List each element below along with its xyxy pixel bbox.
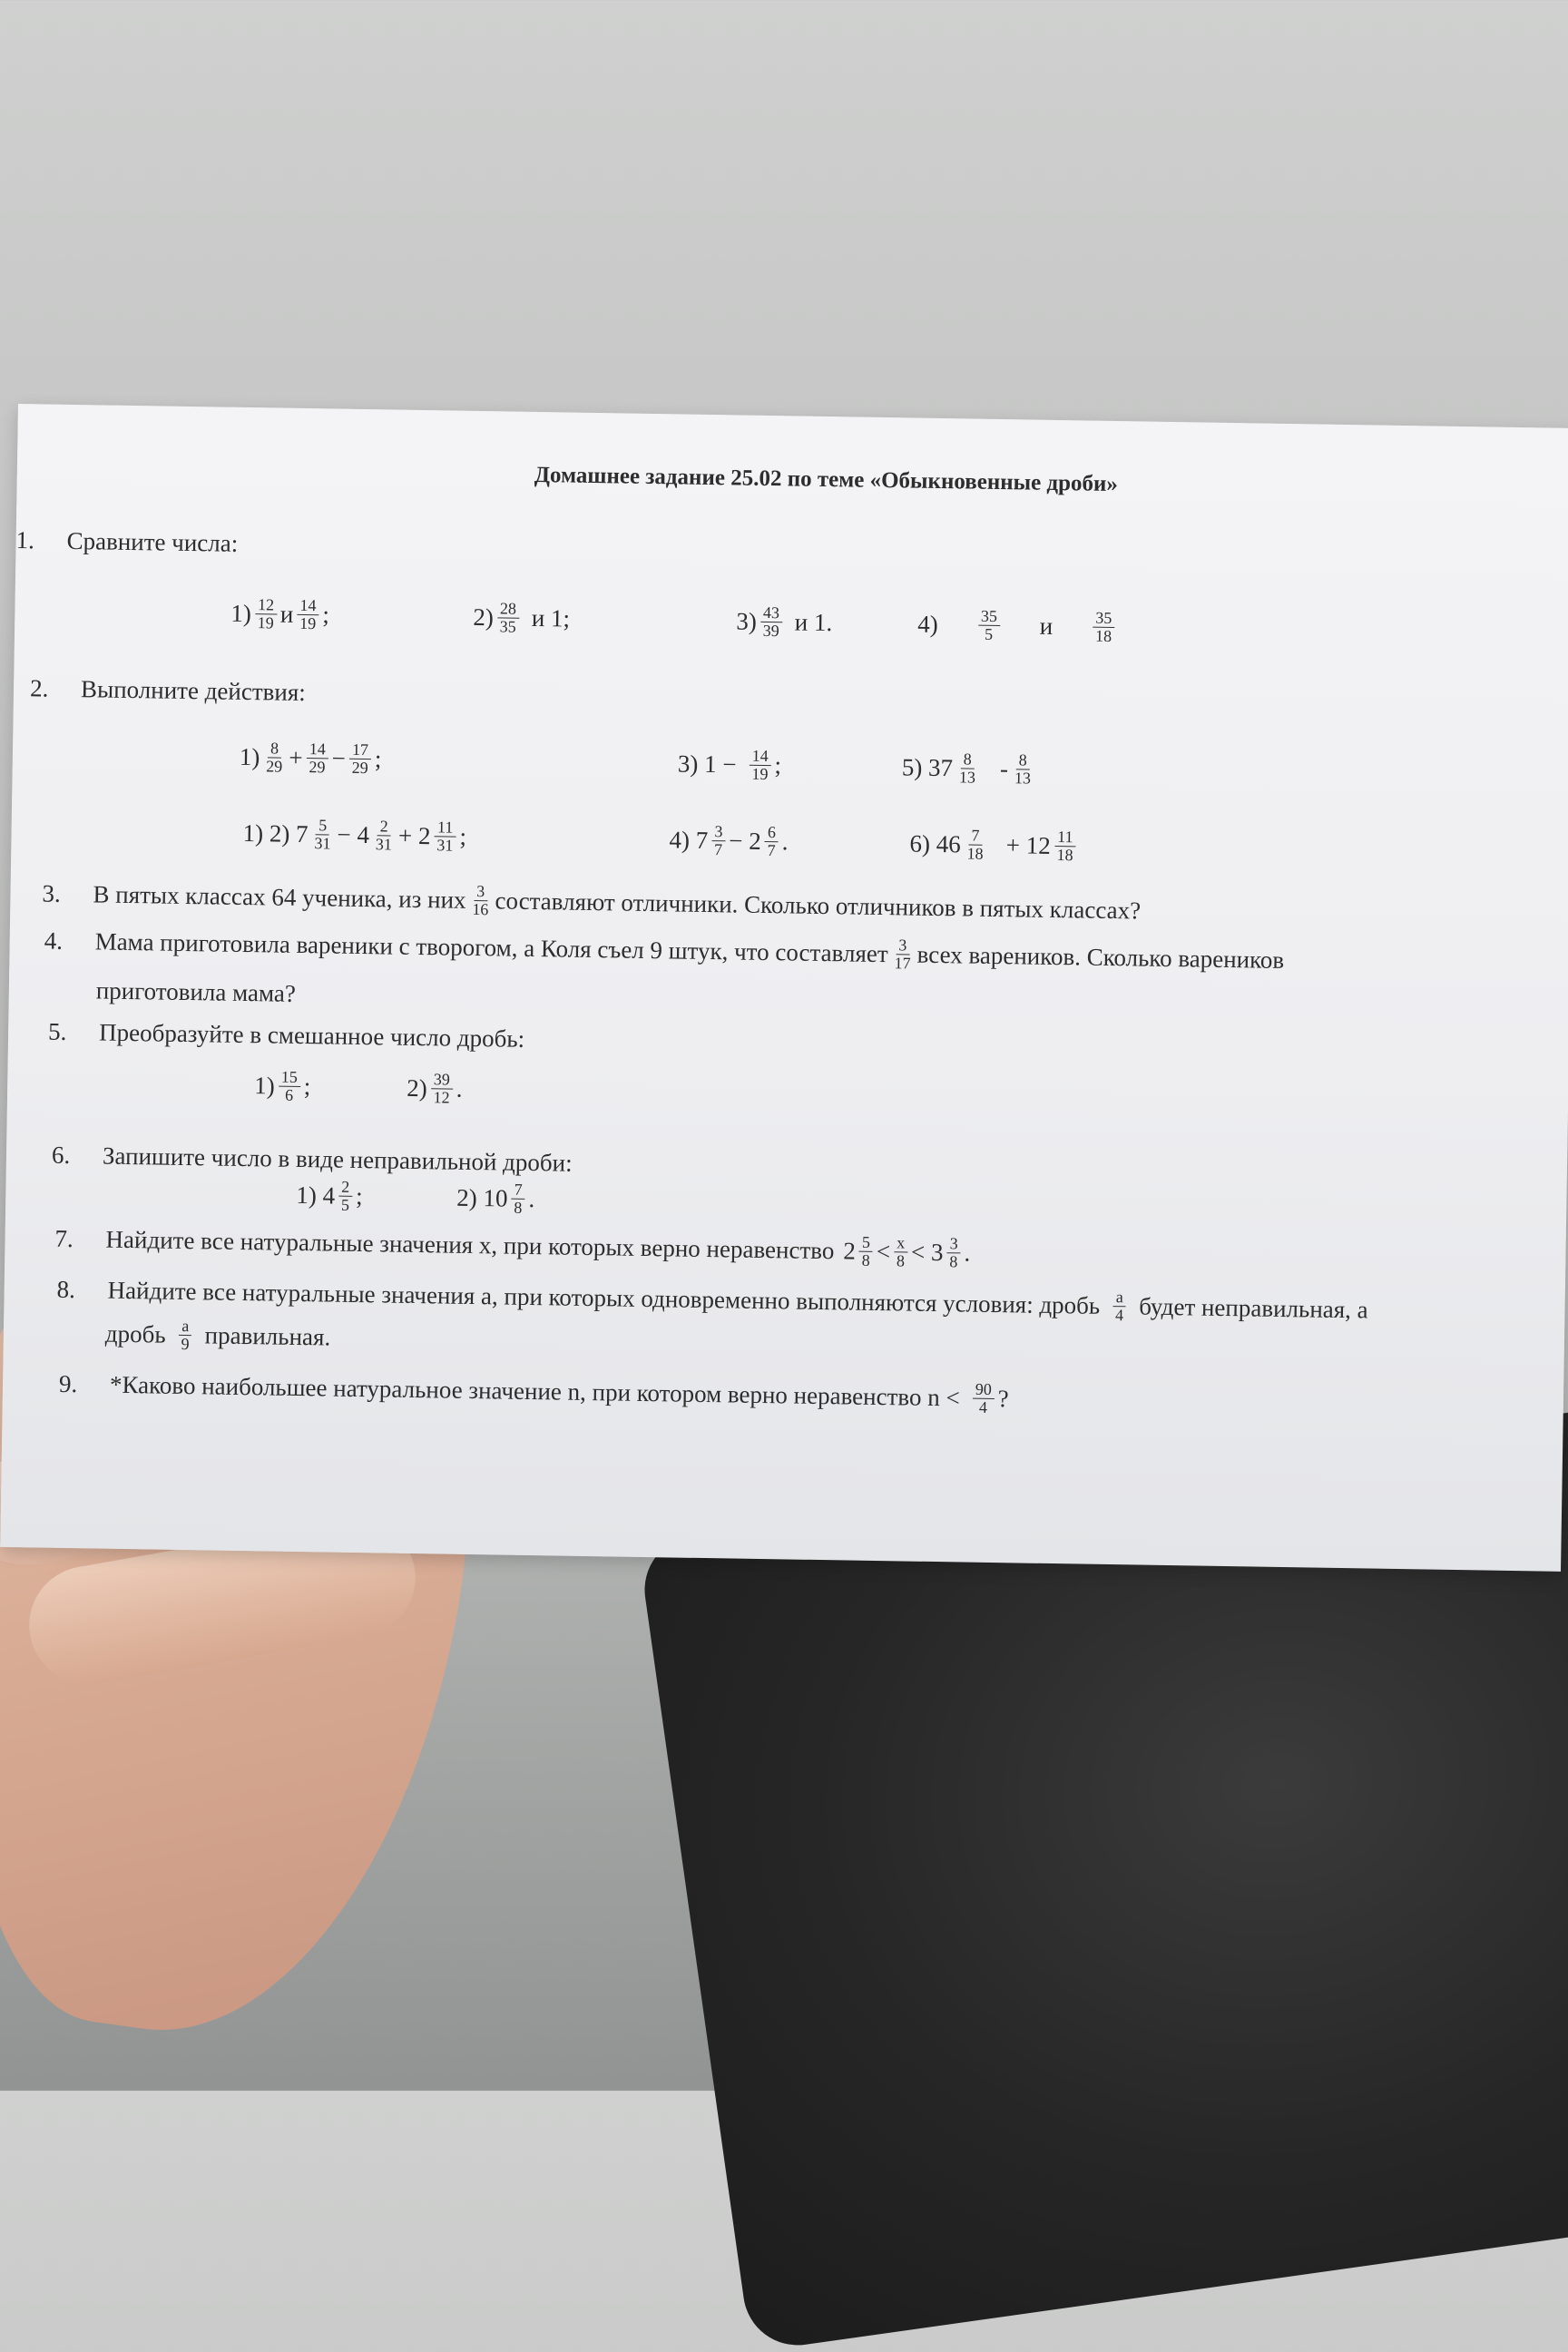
denominator: 39	[762, 621, 779, 641]
numerator: 8	[268, 740, 281, 758]
task-6-item-1	[296, 1178, 363, 1214]
fraction	[430, 1071, 453, 1106]
numerator: 17	[349, 741, 371, 760]
task-number: 1.	[15, 525, 35, 554]
fraction	[1054, 828, 1076, 864]
conjunction: и	[279, 600, 294, 628]
denominator: 12	[433, 1088, 450, 1107]
fraction	[278, 1069, 300, 1104]
denominator: 18	[1094, 626, 1112, 645]
task-number: 9.	[58, 1369, 78, 1398]
operator: <	[876, 1237, 891, 1266]
task-3	[42, 876, 1141, 928]
task-1-item-3	[736, 603, 833, 640]
task-number: 6.	[51, 1141, 71, 1169]
task-5	[48, 1018, 525, 1054]
task-text: дробь	[104, 1319, 166, 1348]
operator: < 3	[910, 1238, 944, 1267]
punctuation: .	[781, 828, 789, 856]
numerator: 35	[1093, 610, 1114, 628]
fraction	[306, 740, 328, 776]
numerator: 43	[760, 604, 782, 622]
denominator: 19	[299, 613, 317, 633]
denominator: 13	[958, 768, 976, 787]
operator: − 4	[337, 820, 370, 849]
operator: + 2	[397, 821, 431, 850]
punctuation: .	[528, 1184, 535, 1212]
punctuation: ;	[355, 1181, 363, 1210]
numerator: 7	[512, 1181, 525, 1200]
item-label: 3)	[736, 607, 758, 635]
numerator: 28	[497, 600, 519, 618]
task-number: 7.	[54, 1224, 74, 1252]
task-text: В пятых классах 64 ученика, из них	[93, 880, 466, 914]
task-text: всех вареников. Сколько вареников	[916, 940, 1285, 974]
denominator: 7	[713, 840, 723, 859]
item-text: и 1;	[531, 603, 571, 632]
task-7	[54, 1221, 970, 1271]
numerator: 2	[338, 1179, 352, 1197]
numerator: 3	[474, 883, 487, 901]
fraction	[1112, 1289, 1127, 1324]
numerator: x	[894, 1234, 907, 1252]
task-5-item-1	[254, 1068, 311, 1104]
denominator: 5	[984, 624, 994, 643]
task-text: Преобразуйте в смешанное число дробь:	[98, 1018, 525, 1053]
numerator: 12	[255, 596, 277, 614]
denominator: 19	[257, 613, 274, 632]
task-4-line-2: приготовила мама?	[95, 976, 297, 1007]
denominator: 31	[314, 834, 331, 853]
page-title: Домашнее задание 25.02 по теме «Обыкновенные дроби»	[534, 462, 1119, 497]
operator: +	[289, 743, 303, 771]
task-text: составляют отличники. Сколько отличников в пятых классах?	[495, 887, 1142, 925]
task-text: Найдите все натуральные значения a, при которых одновременно выполняются условия: дробь	[107, 1276, 1101, 1319]
punctuation: .	[964, 1239, 971, 1267]
fraction	[255, 596, 278, 632]
task-1	[15, 526, 238, 558]
item-label: 1)	[230, 599, 252, 627]
task-text: Выполните действия:	[80, 675, 307, 707]
denominator: 16	[472, 899, 489, 919]
numerator: 8	[1016, 751, 1030, 769]
task-text: правильная.	[204, 1321, 331, 1351]
numerator: 3	[947, 1235, 961, 1253]
denominator: 29	[309, 757, 326, 777]
item-label: 1) 2) 7	[242, 818, 309, 848]
fraction	[956, 750, 979, 786]
fraction	[972, 1381, 995, 1416]
task-text: *Каково наибольшее натуральное значение n, при котором верно неравенство n <	[109, 1370, 960, 1412]
fraction	[297, 597, 319, 632]
item-label: 1) 4	[296, 1181, 336, 1210]
denominator: 8	[896, 1251, 906, 1270]
item-label: 2)	[473, 603, 495, 632]
numerator: 35	[978, 608, 1000, 626]
numerator: 2	[377, 818, 391, 836]
denominator: 18	[1056, 845, 1073, 865]
denominator: 31	[436, 836, 454, 855]
numerator: 6	[765, 824, 779, 842]
fraction	[373, 818, 396, 853]
fraction	[859, 1234, 874, 1269]
punctuation: .	[456, 1074, 463, 1102]
fraction	[1093, 610, 1115, 645]
denominator: 31	[375, 835, 393, 854]
operator: − 2	[729, 827, 762, 855]
task-9	[59, 1367, 1009, 1416]
task-1-item-4	[917, 607, 1119, 645]
task-number: 3.	[42, 879, 62, 907]
fraction	[977, 608, 1000, 643]
denominator: 6	[284, 1085, 294, 1104]
numerator: 5	[316, 817, 329, 835]
fraction	[760, 604, 783, 640]
task-number: 8.	[56, 1275, 76, 1303]
fraction	[764, 824, 779, 859]
item-label: 1)	[253, 1072, 275, 1100]
item-label: 3) 1 −	[677, 750, 737, 779]
fraction	[964, 827, 986, 862]
punctuation: ;	[374, 745, 382, 773]
fraction	[434, 818, 456, 854]
item-label: 2) 10	[456, 1183, 508, 1212]
fraction	[263, 740, 286, 775]
task-text: будет неправильная, а	[1139, 1292, 1368, 1324]
numerator: 7	[968, 828, 982, 846]
numerator: 3	[896, 936, 909, 955]
item-label: 4)	[917, 610, 939, 638]
homework-sheet	[0, 404, 1568, 1572]
fraction	[894, 1234, 908, 1269]
task-5-item-2	[407, 1071, 463, 1107]
denominator: 8	[514, 1198, 523, 1217]
task-8-line-2	[105, 1317, 331, 1356]
task-4	[44, 924, 1284, 978]
item-label: 1)	[239, 742, 260, 771]
fraction	[946, 1235, 961, 1270]
numerator: 3	[711, 823, 725, 841]
fraction	[1012, 751, 1034, 787]
fraction	[469, 883, 492, 918]
operator: −	[331, 744, 347, 772]
task-2-item-4	[669, 822, 789, 859]
denominator: 35	[499, 617, 516, 636]
task-2	[30, 674, 306, 707]
punctuation: ?	[997, 1384, 1009, 1413]
fraction	[711, 823, 726, 858]
denominator: 8	[949, 1252, 958, 1271]
task-6	[52, 1142, 573, 1178]
whole-part: 2	[843, 1237, 857, 1265]
task-text: Запишите число в виде неправильной дроби:	[102, 1142, 573, 1177]
task-number: 4.	[44, 926, 64, 955]
punctuation: ;	[459, 822, 467, 850]
task-2-item-6	[909, 826, 1080, 864]
task-2-item-5	[902, 750, 1038, 787]
conjunction: и	[1039, 612, 1054, 640]
numerator: 14	[307, 740, 328, 759]
denominator: 19	[751, 764, 769, 783]
numerator: 11	[1054, 828, 1076, 847]
fraction	[178, 1318, 192, 1353]
task-number: 2.	[29, 674, 49, 702]
fraction	[338, 1179, 353, 1214]
fraction	[891, 936, 914, 972]
task-number: 5.	[47, 1017, 67, 1045]
numerator: 5	[859, 1234, 873, 1252]
task-text: Сравните числа:	[66, 526, 239, 557]
denominator: 18	[966, 844, 984, 863]
fraction	[511, 1181, 525, 1217]
item-label: 5) 37	[901, 753, 954, 782]
denominator: 9	[181, 1334, 190, 1353]
punctuation: ;	[303, 1072, 311, 1101]
fraction	[497, 600, 520, 635]
task-2-item-2	[242, 816, 466, 855]
denominator: 29	[351, 758, 368, 777]
numerator: 14	[750, 748, 771, 766]
item-label: 2)	[406, 1073, 427, 1102]
numerator: 15	[279, 1069, 300, 1087]
numerator: 11	[435, 818, 456, 837]
task-1-item-2	[473, 600, 570, 636]
numerator: 90	[973, 1381, 995, 1399]
numerator: a	[1113, 1289, 1126, 1307]
item-label: 6) 46	[909, 829, 961, 858]
numerator: 39	[431, 1071, 453, 1089]
fraction	[349, 741, 372, 777]
task-1-item-1	[230, 596, 329, 632]
fraction	[749, 748, 771, 783]
denominator: 5	[340, 1195, 350, 1214]
task-text: Мама приготовила вареники с творогом, а Коля съел 9 штук, что составляет	[94, 927, 888, 968]
denominator: 4	[1114, 1306, 1124, 1325]
denominator: 17	[894, 954, 911, 973]
item-label: 4) 7	[669, 826, 709, 854]
denominator: 4	[978, 1397, 988, 1416]
denominator: 13	[1014, 769, 1032, 788]
operator: + 12	[1005, 831, 1051, 859]
fraction	[311, 817, 334, 852]
numerator: 8	[961, 750, 975, 769]
task-6-item-2	[456, 1181, 535, 1217]
numerator: a	[179, 1318, 191, 1336]
denominator: 29	[266, 757, 283, 776]
denominator: 7	[767, 840, 776, 860]
operator: -	[999, 754, 1009, 783]
denominator: 8	[861, 1250, 870, 1269]
task-2-item-1	[240, 740, 382, 777]
task-text: Найдите все натуральные значения x, при которых верно неравенство	[105, 1225, 835, 1265]
punctuation: ;	[774, 751, 782, 779]
punctuation: ;	[322, 601, 330, 629]
numerator: 14	[297, 597, 318, 615]
item-text: и 1.	[794, 608, 833, 637]
task-2-item-3	[678, 746, 782, 783]
